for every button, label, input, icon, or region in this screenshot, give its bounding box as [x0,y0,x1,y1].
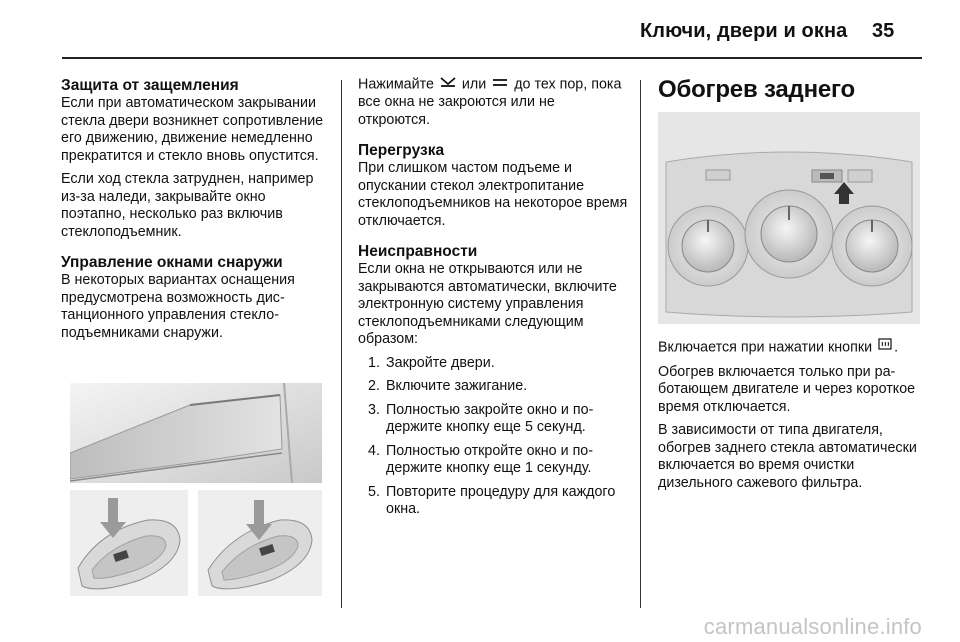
page-header-title: Ключи, двери и окна [640,20,848,42]
unlock-open-icon [492,76,508,94]
text-fragment: до тех пор, пока все окна не закроются или не откроются. [358,76,622,128]
column-3-text [658,338,928,498]
heading-pinch-protection: Защита от защемления [61,77,239,94]
step-number: 1. [368,354,380,371]
remote-key-lock-illustration [70,490,188,596]
step-text: Полностью откройте окно и подержите кнопку еще 1 секунду. [386,442,594,477]
heading-rear-window-heating: Обогрев заднего [658,76,855,103]
column-1 [61,76,329,348]
paragraph: Если при автоматическом закрывании стекла двери возникнет сопротивление его движению, движение немедленно прекратится и стекло вновь опустится. [61,95,324,164]
lock-close-icon [440,76,456,94]
text-fragment: Нажимайте [358,76,434,93]
step-text: Закройте двери. [386,354,495,371]
punctuation: . [894,339,899,356]
page-number: 35 [872,20,895,42]
procedure-steps [358,355,630,519]
paragraph: При слишком частом подъеме и опускании стекол электропитание стеклоподъемников на некоторое время отключается. [358,160,628,229]
heading-overload: Перегрузка [358,142,445,160]
step-number: 5. [368,483,380,500]
paragraph: В некоторых вариантах оснащения предусмотрена возможность дистанционного управления стеклоподъемниками снаружи. [61,272,295,341]
climate-control-panel-illustration [658,112,920,324]
step-number: 3. [368,401,380,418]
column-separator [341,80,342,608]
step-text: Повторите процедуру для каждого окна. [386,483,616,518]
step-number: 4. [368,442,380,459]
list-item [358,402,630,437]
paragraph: В зависимости от типа двигателя, обогрев заднего стекла автоматически включается во время очистки дизельного сажевого фильтра. [658,422,917,491]
list-item [358,484,630,519]
step-number: 2. [368,378,380,395]
rear-window-heating-icon [878,338,892,358]
paragraph: Если окна не открываются или не закрываются автоматически, включите электронную систему управления стеклоподъемниками следующим образом: [358,261,617,348]
list-item [358,443,630,478]
column-2 [358,76,630,525]
text-fragment: Включается при нажатии кнопки [658,339,873,356]
remote-key-unlock-illustration [198,490,322,596]
column-separator [640,80,641,608]
paragraph [658,338,928,358]
heading-remote-window-control: Управление окнами снаружи [61,254,283,271]
heading-malfunctions: Неисправности [358,243,478,261]
list-item [358,378,630,396]
text-fragment: или [461,76,487,93]
watermark: carmanualsonline.info [703,614,922,639]
paragraph: Если ход стекла затруднен, например из-за наледи, закрывайте окно поэтапно, несколько раз включив стеклоподъемник. [61,171,314,240]
step-text: Включите зажигание. [386,378,528,395]
door-window-illustration [70,383,322,483]
paragraph: Обогрев включается только при работающем двигателе и через короткое время отключается. [658,363,916,415]
header-rule [62,57,922,59]
list-item [358,355,630,373]
paragraph [358,76,630,129]
step-text: Полностью закройте окно и подержите кнопку еще 5 секунд. [386,401,594,436]
